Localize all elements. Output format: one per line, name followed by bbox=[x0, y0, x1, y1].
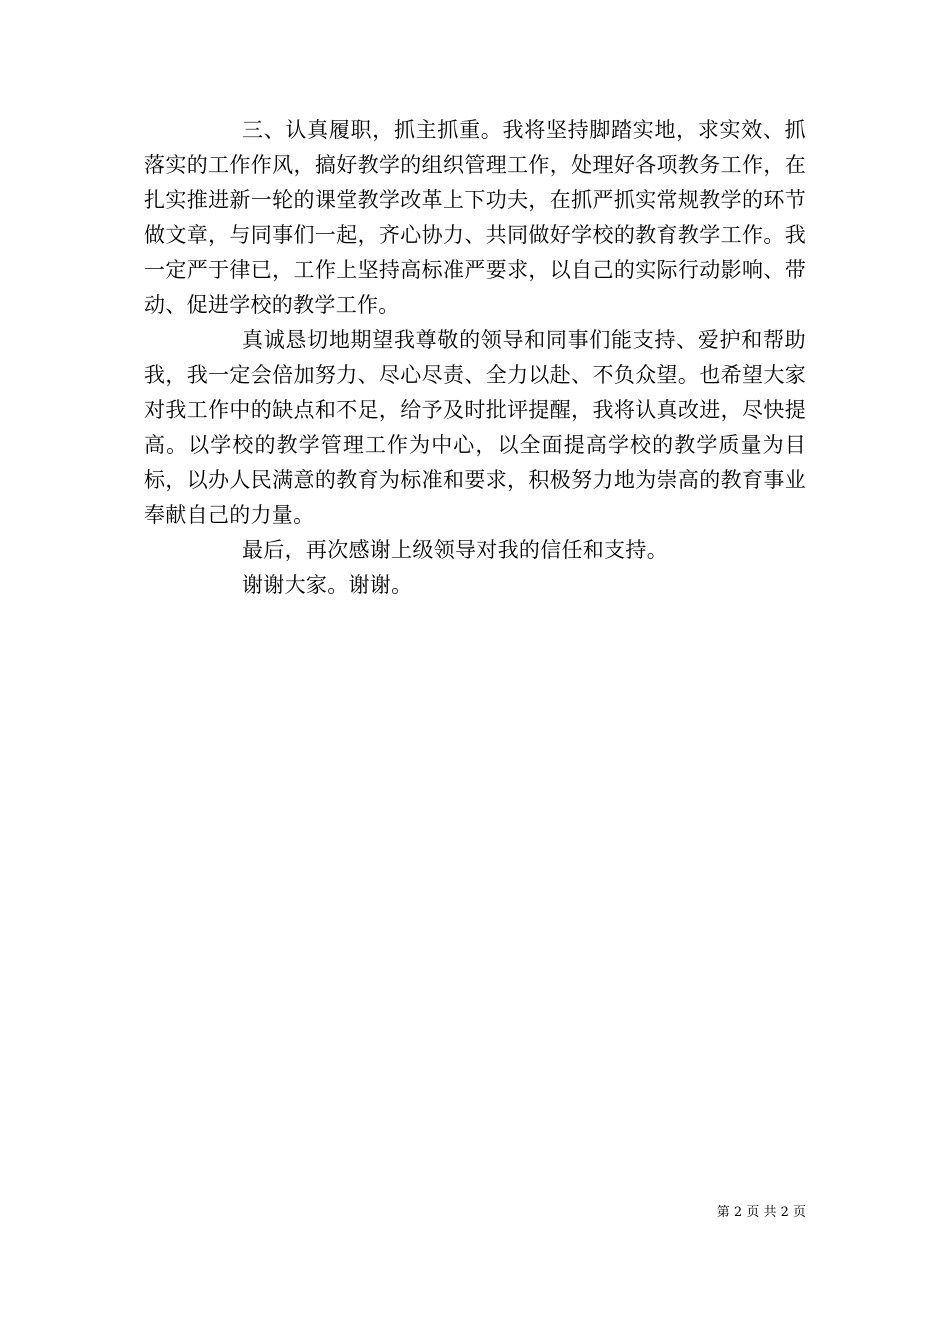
paragraph-duty: 三、认真履职，抓主抓重。我将坚持脚踏实地，求实效、抓落实的工作作风，搞好教学的组织管理工作，处理好各项教务工作，在扎实推进新一轮的课堂教学改革上下功夫，在抓严抓实常规教学的环节做文章，与同事们一起，齐心协力、共同做好学校的教育教学工作。我一定严于律已，工作上坚持高标准严要求，以自己的实际行动影响、带动、促进学校的教学工作。 bbox=[144, 118, 806, 317]
page-number-footer: 第 2 页 共 2 页 bbox=[716, 1205, 806, 1220]
paragraph-expectation: 真诚恳切地期望我尊敬的领导和同事们能支持、爱护和帮助我，我一定会倍加努力、尽心尽责、全力以赴、不负众望。也希望大家对我工作中的缺点和不足，给予及时批评提醒，我将认真改进，尽快提高。以学校的教学管理工作为中心，以全面提高学校的教学质量为目标，以办人民满意的教育为标准和要求，积极努力地为崇高的教育事业奉献自己的力量。 bbox=[144, 328, 806, 527]
paragraph-closing: 谢谢大家。谢谢。 bbox=[242, 573, 413, 597]
paragraph-thanks-leaders: 最后，再次感谢上级领导对我的信任和支持。 bbox=[242, 538, 668, 562]
document-body bbox=[144, 113, 806, 603]
